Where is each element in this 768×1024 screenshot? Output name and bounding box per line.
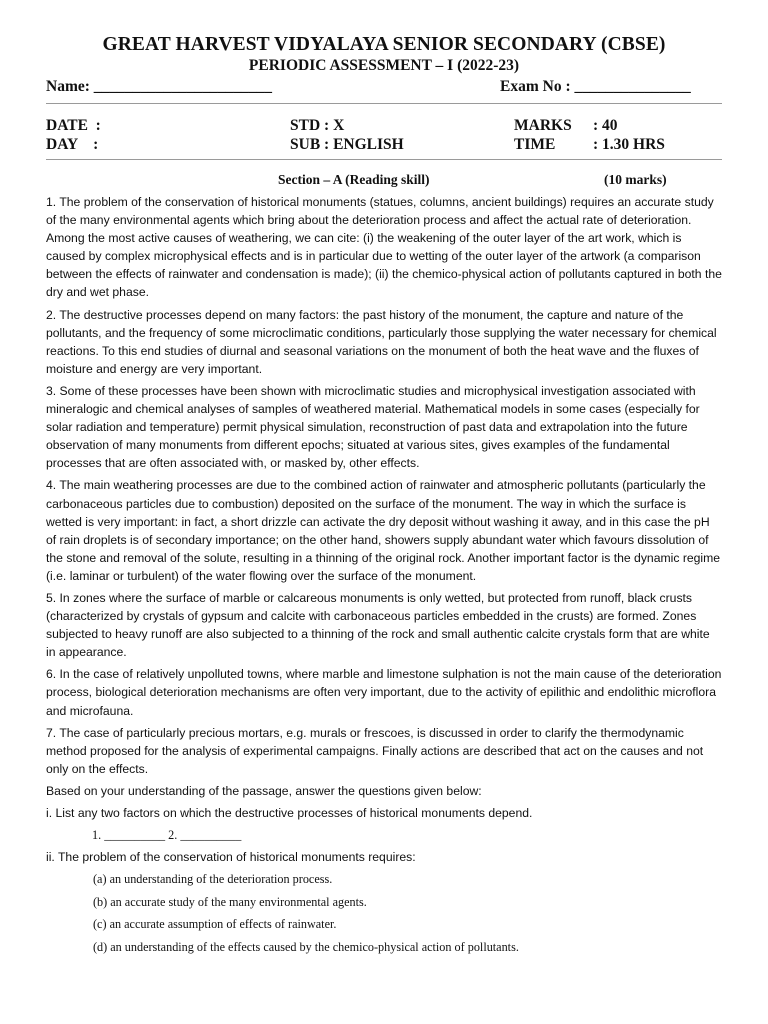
question-2: ii. The problem of the conservation of historical monuments requires:	[46, 850, 416, 865]
exam-no-field	[500, 78, 691, 96]
passage-paragraph-1: 1. The problem of the conservation of historical monuments (statues, columns, ancient buildings) requires an accurate study of the many environmental agents which bring about the deterioration process and affect the actual rate of deterioration. Among the most active causes of weathering, we can cite: (i) the weakening of the outer layer of the art work, which is caused by complex microphysical effects and is in particular due to wetting of the outer layer of the artwork (a comparison between the effects of rainwater and condensation is made); (ii) the chemico-physical action of pollutants captured in both the dry and wet phase.	[46, 195, 722, 300]
name-label: Name:	[46, 78, 90, 95]
name-blank: _______________________	[93, 78, 273, 95]
day-label: DAY :	[46, 136, 99, 153]
exam-no-blank: _______________	[574, 78, 691, 95]
time-value: : 1.30 HRS	[593, 136, 665, 153]
question-1: i. List any two factors on which the destructive processes of historical monuments depend.	[46, 806, 533, 820]
marks-label: MARKS	[514, 117, 572, 134]
question-2-option-c: (c) an accurate assumption of effects of rainwater.	[93, 917, 337, 932]
passage-paragraph-7: 7. The case of particularly precious mortars, e.g. murals or frescoes, is discussed in order to clarify the thermodynamic method proposed for the analysis of experimental campaigns. Finally actions are described that act on the causes and not only on the effects.	[46, 725, 704, 776]
passage-paragraph-3: 3. Some of these processes have been shown with microclimatic studies and microphysical investigation associated with mineralogic and chemical analyses of samples of weathered material. Mathematical models in some cases (especially for solar radiation and temperature) permit physical simulation, reconstruction of past data and extrapolation into the future observation of many monuments from different epochs; situated at various sites, gives examples of the fundamental processes that are often associated with, or masked by, other effects.	[46, 383, 700, 471]
question-2-option-a: (a) an understanding of the deterioration process.	[93, 872, 333, 887]
instruction-text: Based on your understanding of the passage, answer the questions given below:	[46, 783, 482, 798]
time-label: TIME	[514, 136, 556, 153]
std-label: STD : X	[290, 117, 345, 134]
passage-paragraph-6: 6. In the case of relatively unpolluted towns, where marble and limestone sulphation is not the main cause of the deterioration process, biological deterioration mechanisms are often very important, due to the activity of epilithic and endolithic microflora and microfauna.	[46, 667, 722, 718]
section-title: Section – A (Reading skill)	[278, 172, 430, 187]
question-1-answer-blanks: 1. __________ 2. __________	[92, 828, 242, 843]
assessment-title: PERIODIC ASSESSMENT – I (2022-23)	[248, 57, 520, 74]
header-divider-top	[46, 103, 722, 104]
passage-paragraph-5: 5. In zones where the surface of marble or calcareous monuments is only wetted, but protected from runoff, black crusts (characterized by crystals of gypsum and calcite with carbonaceous particles embedded in the crusts) are formed. Zones subjected to heavy runoff are also subjected to a thinning of the rock and small authentic calcite crystals form that are white in appearance.	[46, 590, 710, 660]
name-field	[46, 78, 272, 96]
passage-body	[46, 193, 722, 961]
passage-paragraph-2: 2. The destructive processes depend on many factors: the past history of the monument, the capture and nature of the pollutants, and the frequency of some microclimatic conditions, particularly those supplying the water necessary for chemical reactions. To this end studies of diurnal and seasonal variations on the monument of both the heat wave and the fluxes of moisture and energy are very important.	[46, 307, 717, 376]
date-label: DATE :	[46, 117, 101, 134]
exam-no-label: Exam No :	[500, 78, 571, 95]
header-divider-bottom	[46, 159, 722, 160]
section-marks: (10 marks)	[604, 172, 667, 187]
question-2-option-b: (b) an accurate study of the many environmental agents.	[93, 894, 367, 909]
school-name: GREAT HARVEST VIDYALAYA SENIOR SECONDARY (CBSE)	[102, 34, 666, 55]
marks-value: : 40	[593, 117, 618, 134]
question-2-option-d: (d) an understanding of the effects caused by the chemico-physical action of pollutants.	[93, 940, 519, 955]
passage-paragraph-4: 4. The main weathering processes are due to the combined action of rainwater and atmospheric pollutants (particularly the carbonaceous particles due to combustion) deposited on the surface of the monument. The way in which the surface is wetted is very important: in fact, a short drizzle can activate the dry deposit without washing it away, and in this case the pH of rain droplets is of secondary importance; on the other hand, showers supply abundant water which favours dissolution of the stone and removal of the solute, resulting in a thinning of the original rock. Another important factor is the dynamic regime (i.e. laminar or turbulent) of the water flowing over the surface of the monument.	[46, 478, 721, 583]
subject-label: SUB : ENGLISH	[290, 136, 404, 153]
